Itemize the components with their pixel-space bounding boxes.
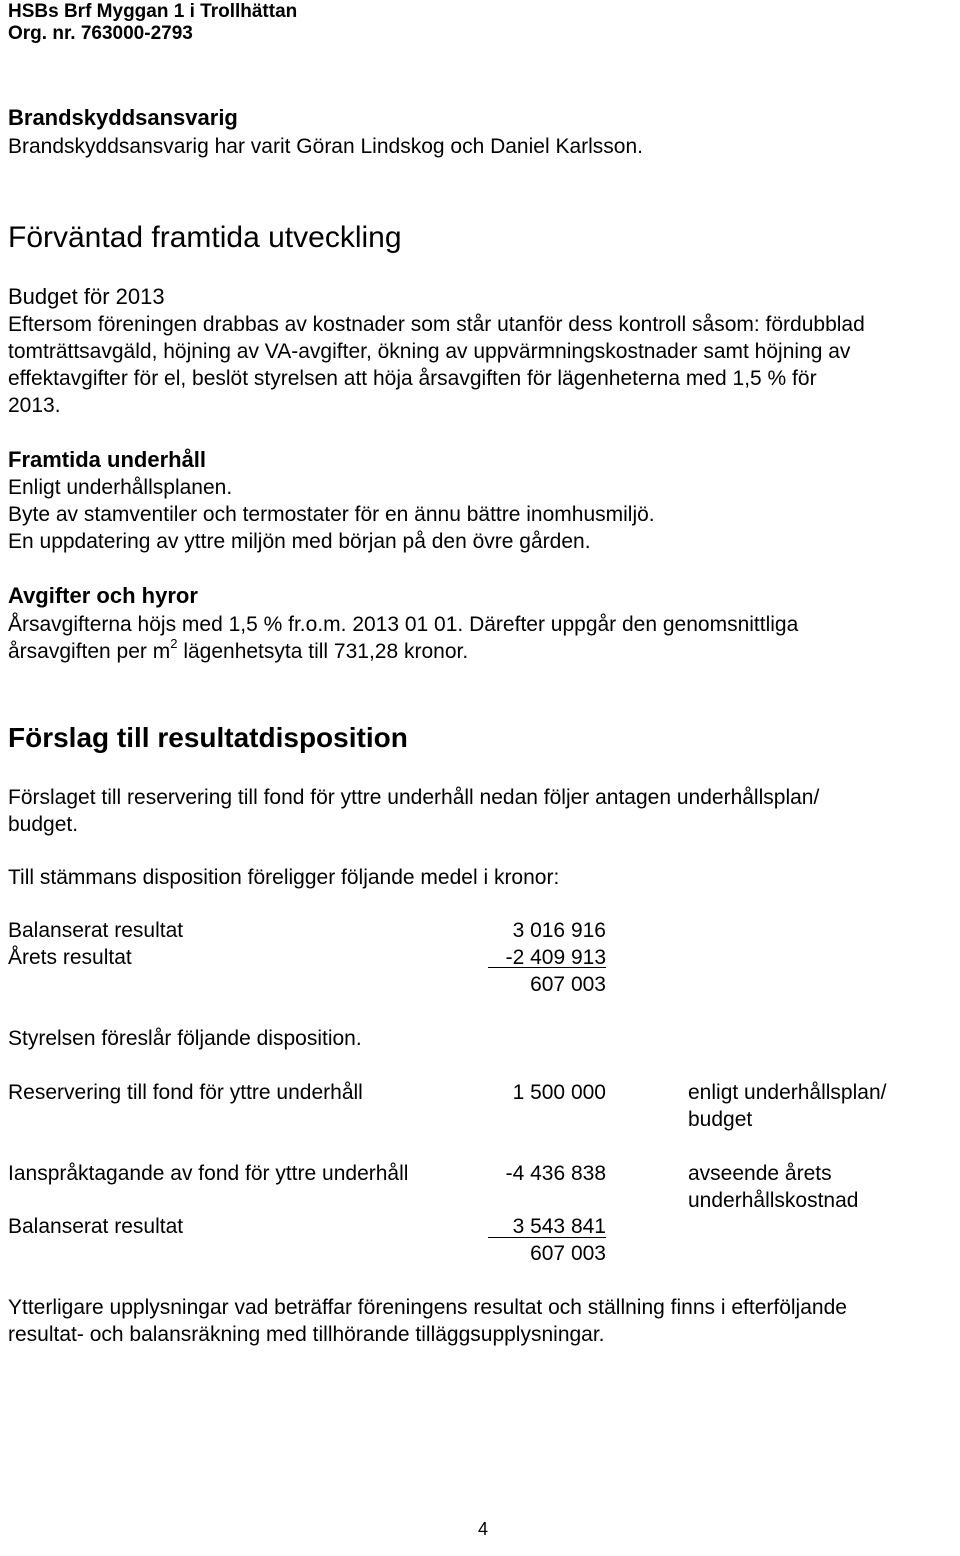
fees-line-1: Årsavgifterna höjs med 1,5 % fr.o.m. 2013 01 01. Därefter uppgår den genomsnittliga — [8, 613, 799, 636]
proposal-row-amount: 3 543 841 — [512, 1215, 606, 1238]
closing-line-2: resultat- och balansräkning med tillhörande tilläggsupplysningar. — [8, 1323, 605, 1346]
budget-line-4: 2013. — [8, 394, 61, 417]
fire-safety-text: Brandskyddsansvarig har varit Göran Lindskog och Daniel Karlsson. — [8, 135, 643, 158]
available-row-amount: 3 016 916 — [512, 919, 606, 942]
fees-line-2-superscript: 2 — [170, 636, 178, 651]
fees-line-2-rest: lägenhetsyta till 731,28 kronor. — [177, 640, 469, 663]
budget-line-1: Eftersom föreningen drabbas av kostnader som står utanför dess kontroll såsom: fördubblad — [8, 313, 865, 336]
fees-line-2 — [8, 638, 468, 665]
proposal-row-note: budget — [688, 1108, 753, 1131]
page-number: 4 — [478, 1519, 489, 1539]
proposal-row-amount: -4 436 838 — [505, 1162, 606, 1185]
budget-heading: Budget för 2013 — [8, 284, 165, 309]
available-total: 607 003 — [530, 973, 606, 996]
proposal-row-note: underhållskostnad — [688, 1189, 859, 1212]
proposal-row-note: avseende årets — [688, 1162, 832, 1185]
proposal-row-note: enligt underhållsplan/ — [688, 1081, 887, 1104]
proposal-sum-line — [488, 1237, 606, 1238]
org-name: HSBs Brf Myggan 1 i Trollhättan — [8, 1, 298, 22]
disposition-intro-line-2: budget. — [8, 813, 79, 836]
fire-safety-heading: Brandskyddsansvarig — [8, 105, 238, 130]
proposal-row-label: Balanserat resultat — [8, 1215, 184, 1238]
available-sum-line — [488, 967, 606, 968]
disposition-intro-line-1: Förslaget till reservering till fond för yttre underhåll nedan följer antagen underhållsplan/ — [8, 786, 820, 809]
proposal-text: Styrelsen föreslår följande disposition. — [8, 1027, 362, 1050]
proposal-total: 607 003 — [530, 1242, 606, 1265]
disposition-heading: Förslag till resultatdisposition — [8, 722, 408, 753]
maintenance-line-1: Enligt underhållsplanen. — [8, 476, 233, 499]
org-number: Org. nr. 763000-2793 — [8, 23, 193, 44]
budget-line-2: tomträttsavgäld, höjning av VA-avgifter, ökning av uppvärmningskostnader samt höjning av — [8, 340, 851, 363]
available-row-amount: -2 409 913 — [505, 946, 606, 969]
proposal-row-amount: 1 500 000 — [512, 1081, 606, 1104]
future-heading: Förväntad framtida utveckling — [8, 221, 402, 254]
maintenance-line-2: Byte av stamventiler och termostater för en ännu bättre inomhusmiljö. — [8, 503, 655, 526]
available-row-label: Årets resultat — [8, 946, 132, 969]
maintenance-line-3: En uppdatering av yttre miljön med början på den övre gården. — [8, 530, 591, 553]
fees-heading: Avgifter och hyror — [8, 583, 198, 608]
available-funds-text: Till stämmans disposition föreligger följande medel i kronor: — [8, 866, 560, 889]
proposal-row-label: Ianspråktagande av fond för yttre underhåll — [8, 1162, 409, 1185]
closing-line-1: Ytterligare upplysningar vad beträffar föreningens resultat och ställning finns i efterföljande — [8, 1296, 847, 1319]
available-row-label: Balanserat resultat — [8, 919, 184, 942]
proposal-row-label: Reservering till fond för yttre underhåll — [8, 1081, 363, 1104]
maintenance-heading: Framtida underhåll — [8, 447, 207, 472]
budget-line-3: effektavgifter för el, beslöt styrelsen att höja årsavgiften för lägenheterna med 1,5 % för — [8, 367, 817, 390]
fees-line-2-text: årsavgiften per m — [8, 640, 171, 663]
